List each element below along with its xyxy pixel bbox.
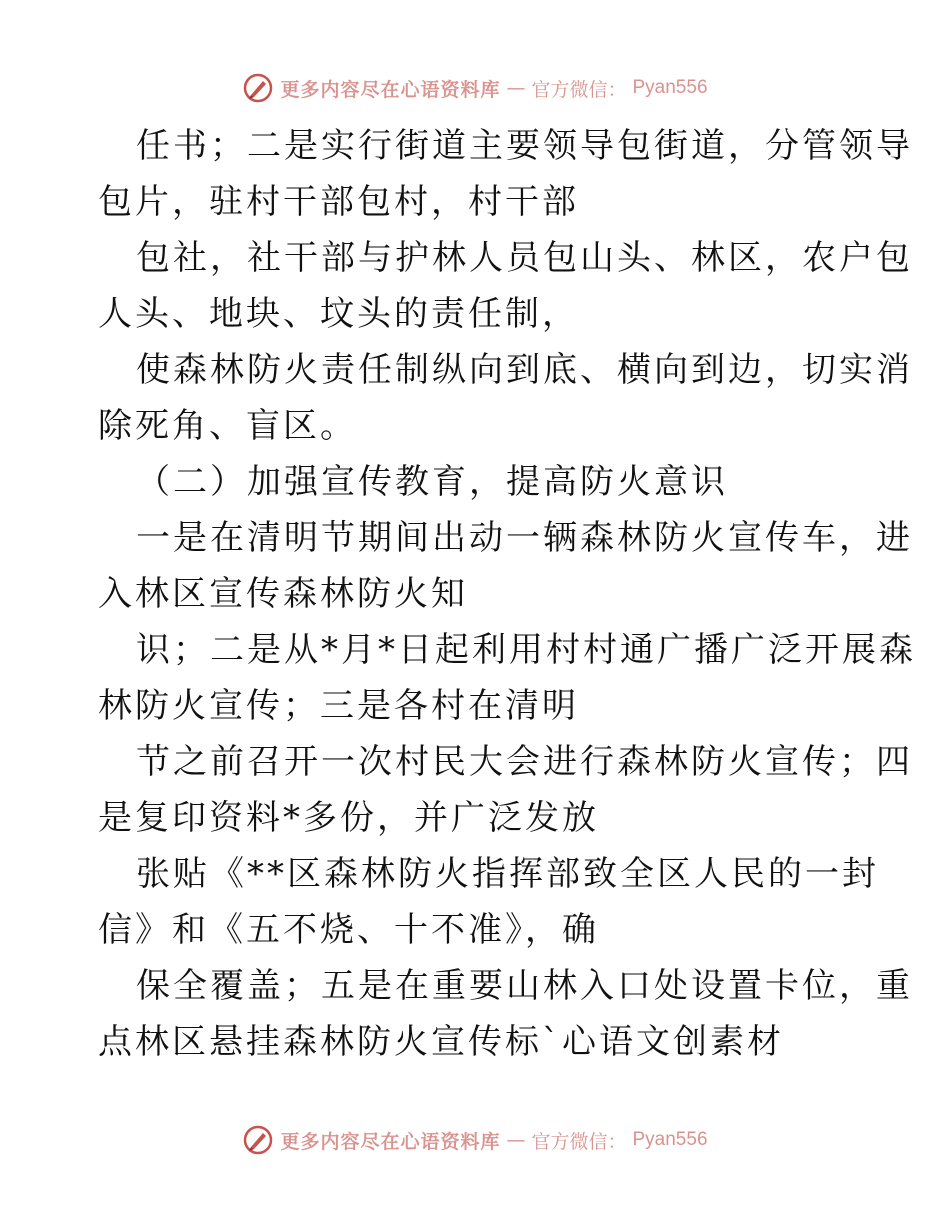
body-line: 包片，驻村干部包村，村干部 — [98, 182, 579, 222]
body-line: 任书；二是实行街道主要领导包街道，分管领导 — [136, 126, 913, 166]
watermark-main-text: 更多内容尽在心语资料库 — [280, 1130, 501, 1153]
body-line: 保全覆盖；五是在重要山林入口处设置卡位，重 — [136, 966, 913, 1006]
document-body — [98, 118, 916, 1070]
watermark-wechat-id: Pyan556 — [632, 77, 708, 98]
body-line: 包社，社干部与护林人员包山头、林区，农户包 — [136, 238, 913, 278]
body-line: 节之前召开一次村民大会进行森林防火宣传；四 — [136, 742, 913, 782]
section-heading: （二）加强宣传教育，提高防火意识 — [136, 462, 728, 502]
watermark-main-text: 更多内容尽在心语资料库 — [280, 78, 501, 101]
header-watermark — [0, 72, 950, 104]
watermark-dash: — — [506, 77, 526, 99]
body-line: 除死角、盲区。 — [98, 406, 357, 446]
watermark-dash: — — [506, 1129, 526, 1151]
pen-logo-icon — [242, 72, 274, 104]
footer-watermark — [0, 1124, 950, 1156]
body-line: 一是在清明节期间出动一辆森林防火宣传车，进 — [136, 518, 913, 558]
body-line: 入林区宣传森林防火知 — [98, 574, 468, 614]
pen-logo-icon — [242, 1124, 274, 1156]
body-line: 识；二是从*月*日起利用村村通广播广泛开展森 — [136, 630, 916, 670]
watermark-label: 官方微信： — [531, 1130, 627, 1153]
watermark-wechat-id: Pyan556 — [632, 1129, 708, 1150]
body-line: 张贴《**区森林防火指挥部致全区人民的一封 — [136, 854, 879, 894]
body-line: 信》和《五不烧、十不准》，确 — [98, 910, 599, 950]
body-line: 点林区悬挂森林防火宣传标`心语文创素材 — [98, 1022, 784, 1062]
watermark-label: 官方微信： — [531, 78, 627, 101]
body-line: 使森林防火责任制纵向到底、横向到边，切实消 — [136, 350, 913, 390]
body-line: 人头、地块、坟头的责任制， — [98, 294, 579, 334]
body-line: 是复印资料*多份，并广泛发放 — [98, 798, 599, 838]
body-line: 林防火宣传；三是各村在清明 — [98, 686, 579, 726]
